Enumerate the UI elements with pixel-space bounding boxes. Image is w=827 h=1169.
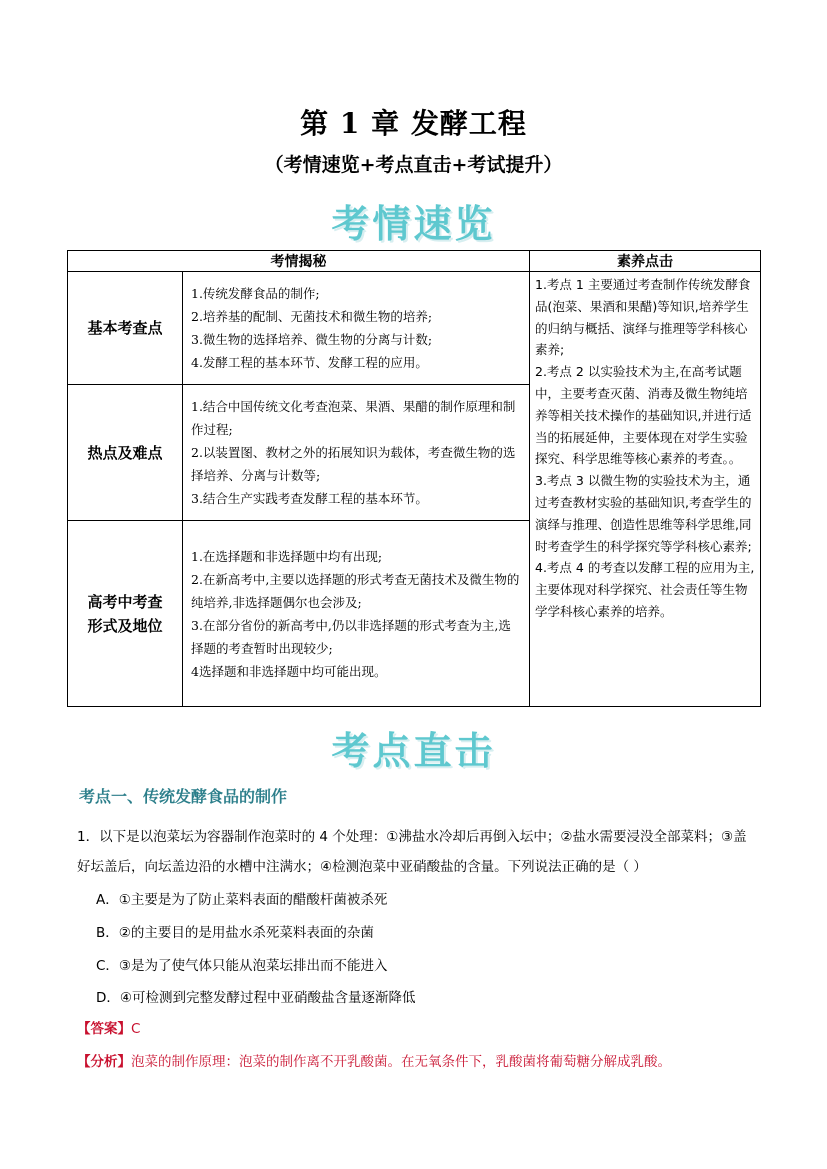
answer-tag: 【答案】 bbox=[77, 1021, 131, 1037]
list-item: 3.结合生产实践考查发酵工程的基本环节。 bbox=[191, 491, 428, 506]
analysis-tag: 【分析】 bbox=[77, 1054, 131, 1070]
row-label-line: 高考中考查 bbox=[87, 592, 163, 611]
list-item: 2.考点 2 以实验技术为主,在高考试题中，主要考查灭菌、消毒及微生物纯培养等相关技术操作的基础知识,并进行适当的拓展延伸，主要体现在对学生实验探究、科学思维等核心素养的考查。。 bbox=[535, 364, 752, 467]
answer-line bbox=[77, 1017, 140, 1037]
row-label-form bbox=[68, 521, 183, 707]
option-c: C．③是为了使气体只能从泡菜坛排出而不能进入 bbox=[96, 958, 388, 974]
section-title: 考点一、传统发酵食品的制作 bbox=[79, 787, 288, 806]
option-d: D．④可检测到完整发酵过程中亚硝酸盐含量逐渐降低 bbox=[96, 990, 416, 1006]
list-item: 3.考点 3 以微生物的实验技术为主，通过考查教材实验的基础知识,考查学生的演绎与推理、创造性思维等科学思维,同时考查学生的科学探究等学科核心素养; bbox=[535, 473, 752, 554]
row-label-hotspot: 热点及难点 bbox=[68, 385, 183, 521]
list-item: 2.在新高考中,主要以选择题的形式考查无菌技术及微生物的纯培养,非选择题偶尔也会涉及; bbox=[191, 571, 520, 610]
page-title: 第 1 章 发酵工程 bbox=[300, 107, 527, 140]
list-item: 2.以装置图、教材之外的拓展知识为载体，考查微生物的选择培养、分离与计数等; bbox=[191, 445, 516, 483]
row-label-line: 形式及地位 bbox=[87, 616, 163, 635]
list-item: 3.在部分省份的新高考中,仍以非选择题的形式考查为主,选择题的考查暂时出现较少; bbox=[191, 617, 511, 656]
question-stem: 1．以下是以泡菜坛为容器制作泡菜时的 4 个处理：①沸盐水冷却后再倒入坛中；②盐水需要浸没全部菜料；③盖好坛盖后，向坛盖边沿的水槽中注满水；④检测泡菜中亚硝酸盐的含量。下列说法正确的是（ ） bbox=[77, 829, 747, 875]
row-label-basic: 基本考查点 bbox=[68, 272, 183, 385]
banner-overview: 考情速览 bbox=[331, 202, 496, 246]
banner-direct: 考点直击 bbox=[331, 729, 496, 773]
table-header-literacy: 素养点击 bbox=[530, 251, 761, 272]
row-content-hotspot bbox=[183, 385, 530, 521]
list-item: 4选择题和非选择题中均可能出现。 bbox=[191, 663, 387, 679]
list-item: 1.传统发酵食品的制作; bbox=[191, 286, 320, 301]
list-item: 4.发酵工程的基本环节、发酵工程的应用。 bbox=[191, 355, 428, 370]
exam-overview-table bbox=[67, 250, 761, 707]
row-content-basic bbox=[183, 272, 530, 385]
literacy-cell bbox=[530, 272, 761, 707]
list-item: 4.考点 4 的考查以发酵工程的应用为主,主要体现对科学探究、社会责任等生物学学科核心素养的培养。 bbox=[535, 560, 755, 619]
list-item: 2.培养基的配制、无菌技术和微生物的培养; bbox=[191, 309, 433, 324]
option-a: A．①主要是为了防止菜料表面的醋酸杆菌被杀死 bbox=[96, 892, 388, 908]
row-content-form bbox=[183, 521, 530, 707]
table-header-secrets: 考情揭秘 bbox=[68, 251, 530, 272]
answer-value: C bbox=[131, 1021, 141, 1037]
page-subtitle: （考情速览+考点直击+考试提升） bbox=[264, 154, 563, 176]
option-b: B．②的主要目的是用盐水杀死菜料表面的杂菌 bbox=[96, 925, 374, 941]
analysis-line bbox=[77, 1050, 671, 1070]
list-item: 1.考点 1 主要通过考查制作传统发酵食品(泡菜、果酒和果醋)等知识,培养学生的归纳与概括、演绎与推理等学科核心素养; bbox=[535, 277, 751, 358]
list-item: 1.在选择题和非选择题中均有出现; bbox=[191, 548, 383, 564]
analysis-text: 泡菜的制作原理：泡菜的制作离不开乳酸菌。在无氧条件下，乳酸菌将葡萄糖分解成乳酸。 bbox=[131, 1054, 671, 1070]
list-item: 3.微生物的选择培养、微生物的分离与计数; bbox=[191, 332, 433, 347]
list-item: 1.结合中国传统文化考查泡菜、果酒、果醋的制作原理和制作过程; bbox=[191, 399, 516, 437]
